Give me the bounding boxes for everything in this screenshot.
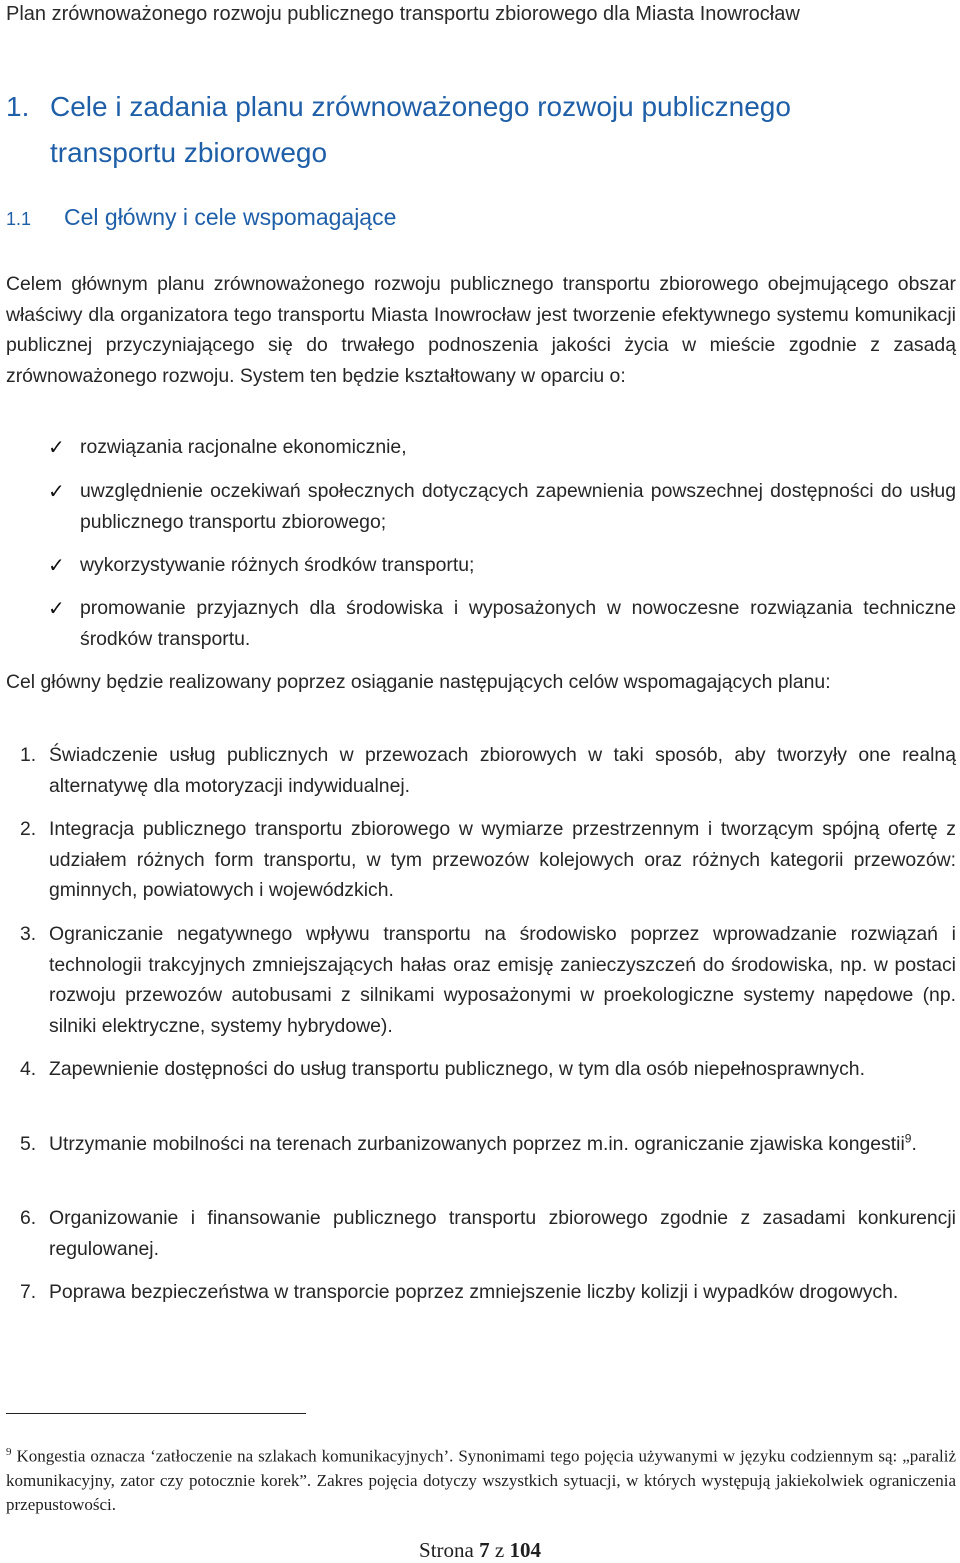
footnote-marker: 9 (6, 1446, 12, 1458)
check-item-text: uwzględnienie oczekiwań społecznych dotyczących zapewnienia powszechnej dostępności do usług publicznego transportu zbiorowego; (80, 480, 956, 533)
main-paragraph: Cel główny będzie realizowany poprzez osiąganie następujących celów wspomagających planu: (6, 671, 831, 693)
section-title-line2: transportu zbiorowego (50, 137, 328, 168)
goal-text-main: Utrzymanie mobilności na terenach zurbanizowanych poprzez m.in. ograniczanie zjawiska kongestii (49, 1133, 905, 1155)
checkmark-icon: ✓ (48, 596, 65, 620)
footnote (6, 1440, 956, 1517)
checkmark-icon: ✓ (48, 553, 65, 577)
check-item-text: promowanie przyjaznych dla środowiska i wyposażonych w nowoczesne rozwiązania techniczne środków transportu. (80, 597, 956, 650)
page-number-label: Strona (419, 1538, 474, 1562)
goal-text: Zapewnienie dostępności do usług transportu publicznego, w tym dla osób niepełnosprawnych. (49, 1058, 865, 1080)
page-number-of: z (494, 1538, 505, 1562)
page-number-current: 7 (479, 1538, 490, 1562)
goal-number: 7. (20, 1281, 37, 1303)
checkmark-icon: ✓ (48, 479, 65, 503)
goal-text: Integracja publicznego transportu zbiorowego w wymiarze przestrzennym i tworzącym spójną ofertę z udziałem różnych form transportu, w tym przewozów kolejowych oraz różnych kategorii przewozów: gminnych, powiatowych i wojewódzkich. (49, 818, 956, 901)
subsection-title: Cel główny i cele wspomagające (64, 204, 397, 230)
page-number (0, 1538, 960, 1562)
goal-number: 2. (20, 818, 37, 840)
intro-paragraph: Celem głównym planu zrównoważonego rozwoju publicznego transportu zbiorowego obejmującego obszar właściwy dla organizatora tego transportu Miasta Inowrocław jest tworzenie efektywnego systemu komunikacji publicznej przyczyniającego się do trwałego podnoszenia jakości życia w mieście zgodnie z zasadą zrównoważonego rozwoju. System ten będzie kształtowany w oparciu o: (6, 273, 956, 387)
goal-number: 4. (20, 1058, 37, 1080)
goal-number: 6. (20, 1207, 37, 1229)
section-number: 1. (6, 91, 30, 122)
goal-text: Organizowanie i finansowanie publicznego transportu zbiorowego zgodnie z zasadami konkurencji regulowanej. (49, 1207, 956, 1260)
running-header: Plan zrównoważonego rozwoju publicznego transportu zbiorowego dla Miasta Inowrocław (6, 3, 800, 25)
goal-text (49, 1129, 956, 1160)
section-title-line1: Cele i zadania planu zrównoważonego rozwoju publicznego (50, 91, 791, 122)
footnote-separator (6, 1413, 306, 1414)
check-item-text: rozwiązania racjonalne ekonomicznie, (80, 436, 407, 458)
subsection-heading (6, 200, 906, 236)
goal-text-suffix: . (911, 1133, 917, 1155)
checkmark-icon: ✓ (48, 435, 65, 459)
page-number-total: 104 (509, 1538, 541, 1562)
goal-text: Ograniczanie negatywnego wpływu transportu na środowisko poprzez wprowadzanie rozwiązań i technologii trakcyjnych zmniejszających hałas oraz emisję zanieczyszczeń do środowiska, np. w postaci rozwoju przewozów autobusami z silnikami wyposażonymi w proekologiczne systemy napędowe (np. silniki elektryczne, systemy hybrydowe). (49, 923, 956, 1037)
goal-number: 3. (20, 923, 37, 945)
goal-number: 1. (20, 744, 37, 766)
check-item-text: wykorzystywanie różnych środków transportu; (80, 554, 475, 576)
goal-text: Świadczenie usług publicznych w przewozach zbiorowych w taki sposób, aby tworzyły one realną alternatywę dla motoryzacji indywidualnej. (49, 744, 956, 797)
goal-text: Poprawa bezpieczeństwa w transporcie poprzez zmniejszenie liczby kolizji i wypadków drogowych. (49, 1281, 899, 1303)
footnote-reference[interactable]: 9 (904, 1131, 912, 1146)
subsection-number: 1.1 (6, 209, 32, 229)
section-heading (6, 84, 946, 176)
goal-number: 5. (20, 1133, 37, 1155)
footnote-text: Kongestia oznacza ‘zatłoczenie na szlakach komunikacyjnych’. Synonimami tego pojęcia używanymi w języku codziennym są: „paraliż komunikacyjny, zator czy potocznie korek”. Zakres pojęcia dotyczy wszystkich sytuacji, w których występują jakiekolwiek ograniczenia przepustowości. (6, 1446, 956, 1514)
